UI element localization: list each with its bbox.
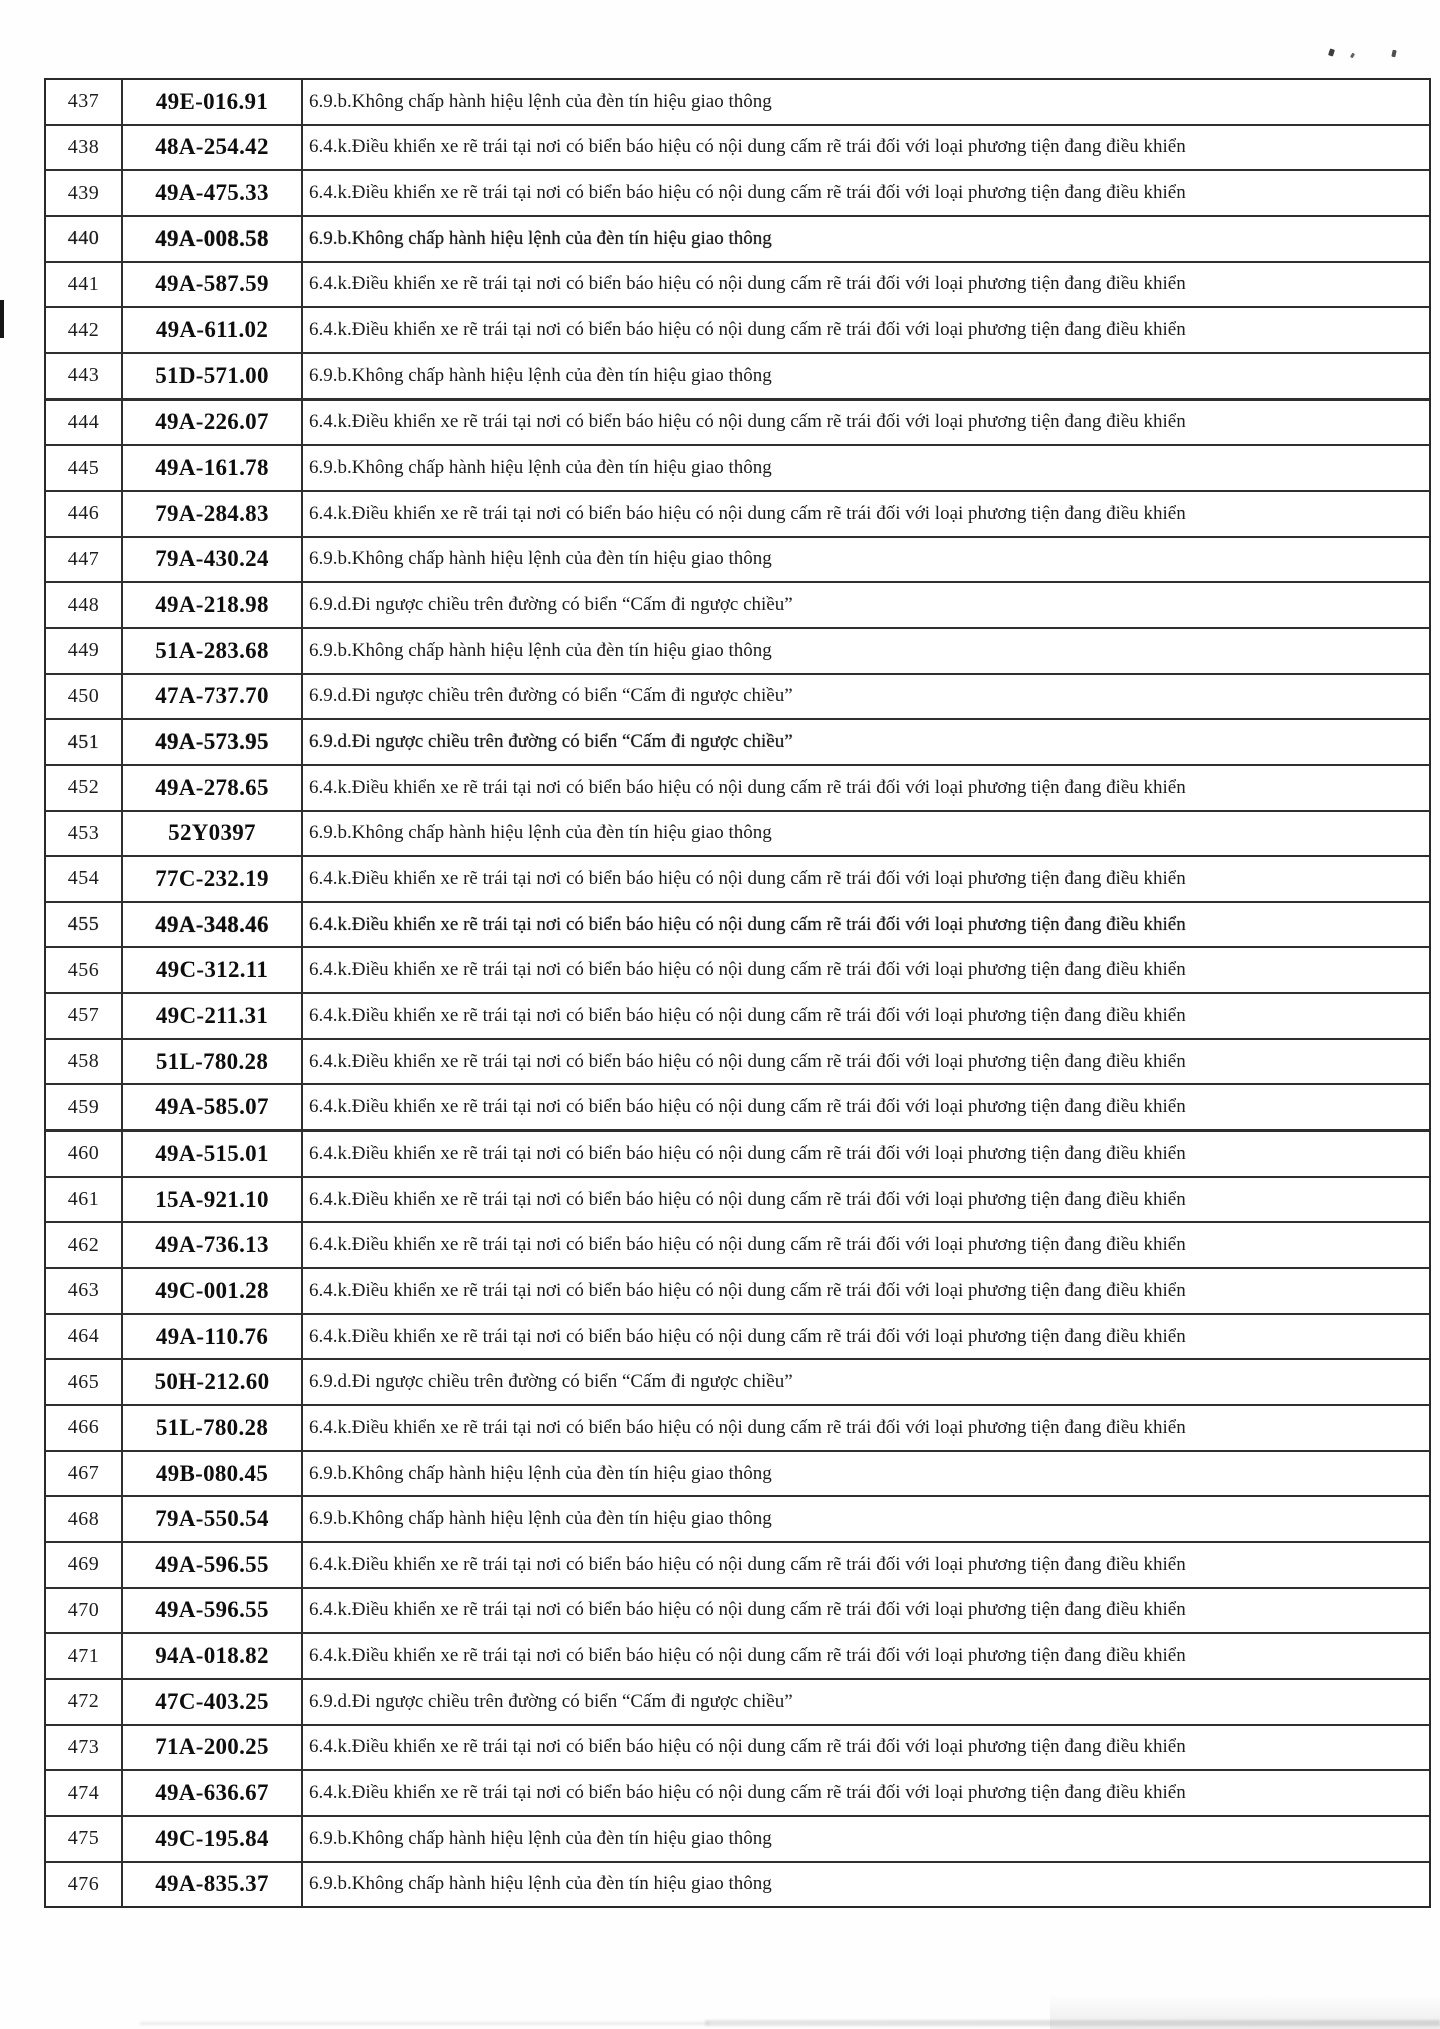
table-row	[46, 812, 1429, 858]
row-index: 460	[46, 1132, 123, 1176]
row-license-plate: 47A-737.70	[123, 675, 303, 719]
table-row	[46, 1178, 1429, 1224]
row-index: 442	[46, 308, 123, 352]
row-license-plate: 49A-835.37	[123, 1863, 303, 1907]
row-violation-text: 6.9.b.Không chấp hành hiệu lệnh của đèn tín hiệu giao thông	[309, 1873, 772, 1895]
row-violation-text: 6.4.k.Điều khiển xe rẽ trái tại nơi có biển báo hiệu có nội dung cấm rẽ trái đối với loại phương tiện đang điều khiển	[309, 1782, 1186, 1804]
row-violation-text: 6.9.b.Không chấp hành hiệu lệnh của đèn tín hiệu giao thông	[309, 457, 772, 479]
row-violation-text: 6.9.d.Đi ngược chiều trên đường có biển “Cấm đi ngược chiều”	[309, 685, 793, 707]
row-violation-text: 6.4.k.Điều khiển xe rẽ trái tại nơi có biển báo hiệu có nội dung cấm rẽ trái đối với loại phương tiện đang điều khiển	[309, 1279, 1186, 1301]
row-violation-text: 6.9.d.Đi ngược chiều trên đường có biển “Cấm đi ngược chiều”	[309, 594, 793, 616]
row-license-plate: 49A-515.01	[123, 1132, 303, 1176]
table-row	[46, 80, 1429, 126]
row-license-plate: 79A-284.83	[123, 492, 303, 536]
row-violation-text: 6.4.k.Điều khiển xe rẽ trái tại nơi có biển báo hiệu có nội dung cấm rẽ trái đối với loại phương tiện đang điều khiển	[309, 502, 1186, 524]
row-violation-text: 6.9.b.Không chấp hành hiệu lệnh của đèn tín hiệu giao thông	[309, 90, 772, 112]
row-violation-text: 6.9.d.Đi ngược chiều trên đường có biển “Cấm đi ngược chiều”	[309, 1371, 793, 1393]
table-row	[46, 675, 1429, 721]
row-index: 450	[46, 675, 123, 719]
row-violation-text: 6.4.k.Điều khiển xe rẽ trái tại nơi có biển báo hiệu có nội dung cấm rẽ trái đối với loại phương tiện đang điều khiển	[309, 1050, 1186, 1072]
row-index: 474	[46, 1771, 123, 1815]
row-license-plate: 79A-430.24	[123, 538, 303, 582]
row-license-plate: 49C-211.31	[123, 994, 303, 1038]
row-index: 457	[46, 994, 123, 1038]
row-violation-text: 6.9.b.Không chấp hành hiệu lệnh của đèn tín hiệu giao thông	[309, 548, 772, 570]
row-license-plate: 52Y0397	[123, 812, 303, 856]
row-index: 455	[46, 903, 123, 947]
table-row	[46, 401, 1429, 447]
row-index: 472	[46, 1680, 123, 1724]
row-license-plate: 50H-212.60	[123, 1360, 303, 1404]
scan-speck-icon	[1350, 53, 1355, 59]
row-license-plate: 49A-110.76	[123, 1315, 303, 1359]
row-license-plate: 49C-312.11	[123, 948, 303, 992]
scan-smudge	[1050, 1995, 1440, 2029]
row-index: 467	[46, 1452, 123, 1496]
table-row	[46, 1497, 1429, 1543]
row-license-plate: 49A-161.78	[123, 446, 303, 490]
table-row	[46, 171, 1429, 217]
table-row	[46, 538, 1429, 584]
row-license-plate: 49A-573.95	[123, 720, 303, 764]
table-row	[46, 766, 1429, 812]
row-index: 468	[46, 1497, 123, 1541]
row-violation-text: 6.4.k.Điều khiển xe rẽ trái tại nơi có biển báo hiệu có nội dung cấm rẽ trái đối với loại phương tiện đang điều khiển	[309, 776, 1186, 798]
row-index: 443	[46, 354, 123, 398]
row-violation-text: 6.4.k.Điều khiển xe rẽ trái tại nơi có biển báo hiệu có nội dung cấm rẽ trái đối với loại phương tiện đang điều khiển	[309, 273, 1186, 295]
table-row	[46, 492, 1429, 538]
table-row	[46, 1406, 1429, 1452]
row-index: 476	[46, 1863, 123, 1907]
row-index: 469	[46, 1543, 123, 1587]
row-index: 453	[46, 812, 123, 856]
row-violation-text: 6.9.b.Không chấp hành hiệu lệnh của đèn tín hiệu giao thông	[309, 639, 772, 661]
scan-speck-icon	[1328, 48, 1335, 56]
row-index: 451	[46, 720, 123, 764]
scan-smudge	[140, 2022, 710, 2025]
table-row	[46, 629, 1429, 675]
row-violation-text: 6.9.b.Không chấp hành hiệu lệnh của đèn tín hiệu giao thông	[309, 1462, 772, 1484]
row-index: 452	[46, 766, 123, 810]
row-license-plate: 49A-587.59	[123, 263, 303, 307]
row-license-plate: 71A-200.25	[123, 1726, 303, 1770]
row-violation-text: 6.4.k.Điều khiển xe rẽ trái tại nơi có biển báo hiệu có nội dung cấm rẽ trái đối với loại phương tiện đang điều khiển	[309, 1188, 1186, 1210]
table-row	[46, 126, 1429, 172]
row-index: 463	[46, 1269, 123, 1313]
row-index: 444	[46, 401, 123, 445]
table-row	[46, 1771, 1429, 1817]
row-license-plate: 15A-921.10	[123, 1178, 303, 1222]
table-row	[46, 1269, 1429, 1315]
row-index: 448	[46, 583, 123, 627]
row-license-plate: 49C-195.84	[123, 1817, 303, 1861]
table-row	[46, 720, 1429, 766]
row-license-plate: 51D-571.00	[123, 354, 303, 398]
row-violation-text: 6.4.k.Điều khiển xe rẽ trái tại nơi có biển báo hiệu có nội dung cấm rẽ trái đối với loại phương tiện đang điều khiển	[309, 867, 1186, 889]
table-row	[46, 1634, 1429, 1680]
table-row	[46, 308, 1429, 354]
row-index: 454	[46, 857, 123, 901]
row-index: 437	[46, 80, 123, 124]
row-index: 441	[46, 263, 123, 307]
row-violation-text: 6.4.k.Điều khiển xe rẽ trái tại nơi có biển báo hiệu có nội dung cấm rẽ trái đối với loại phương tiện đang điều khiển	[309, 1736, 1186, 1758]
row-license-plate: 49B-080.45	[123, 1452, 303, 1496]
row-index: 473	[46, 1726, 123, 1770]
row-license-plate: 77C-232.19	[123, 857, 303, 901]
row-violation-text: 6.4.k.Điều khiển xe rẽ trái tại nơi có biển báo hiệu có nội dung cấm rẽ trái đối với loại phương tiện đang điều khiển	[309, 136, 1186, 158]
row-license-plate: 49A-348.46	[123, 903, 303, 947]
row-violation-text: 6.4.k.Điều khiển xe rẽ trái tại nơi có biển báo hiệu có nội dung cấm rẽ trái đối với loại phương tiện đang điều khiển	[309, 1553, 1186, 1575]
table-row	[46, 1085, 1429, 1132]
table-row	[46, 1543, 1429, 1589]
page-edge-mark	[0, 300, 4, 338]
row-violation-text: 6.4.k.Điều khiển xe rẽ trái tại nơi có biển báo hiệu có nội dung cấm rẽ trái đối với loại phương tiện đang điều khiển	[309, 319, 1186, 341]
row-license-plate: 51L-780.28	[123, 1040, 303, 1084]
row-license-plate: 49A-218.98	[123, 583, 303, 627]
row-index: 466	[46, 1406, 123, 1450]
row-license-plate: 49A-596.55	[123, 1543, 303, 1587]
row-index: 459	[46, 1085, 123, 1129]
table-row	[46, 948, 1429, 994]
row-license-plate: 51L-780.28	[123, 1406, 303, 1450]
row-index: 438	[46, 126, 123, 170]
table-row	[46, 1589, 1429, 1635]
row-index: 461	[46, 1178, 123, 1222]
row-license-plate: 49E-016.91	[123, 80, 303, 124]
row-license-plate: 49A-636.67	[123, 1771, 303, 1815]
table-row	[46, 1315, 1429, 1361]
row-violation-text: 6.9.b.Không chấp hành hiệu lệnh của đèn tín hiệu giao thông	[309, 364, 772, 386]
row-index: 446	[46, 492, 123, 536]
row-violation-text: 6.9.d.Đi ngược chiều trên đường có biển “Cấm đi ngược chiều”	[309, 731, 793, 753]
table-row	[46, 1132, 1429, 1178]
row-violation-text: 6.4.k.Điều khiển xe rẽ trái tại nơi có biển báo hiệu có nội dung cấm rẽ trái đối với loại phương tiện đang điều khiển	[309, 1416, 1186, 1438]
row-violation-text: 6.4.k.Điều khiển xe rẽ trái tại nơi có biển báo hiệu có nội dung cấm rẽ trái đối với loại phương tiện đang điều khiển	[309, 913, 1186, 935]
row-license-plate: 49A-611.02	[123, 308, 303, 352]
row-license-plate: 49A-596.55	[123, 1589, 303, 1633]
row-license-plate: 48A-254.42	[123, 126, 303, 170]
table-row	[46, 1863, 1429, 1907]
table-row	[46, 1223, 1429, 1269]
table-row	[46, 446, 1429, 492]
table-row	[46, 1360, 1429, 1406]
row-index: 447	[46, 538, 123, 582]
row-license-plate: 49A-475.33	[123, 171, 303, 215]
table-row	[46, 1817, 1429, 1863]
row-violation-text: 6.9.b.Không chấp hành hiệu lệnh của đèn tín hiệu giao thông	[309, 227, 772, 249]
row-index: 471	[46, 1634, 123, 1678]
scan-speck-icon	[1391, 50, 1396, 58]
table-row	[46, 903, 1429, 949]
row-violation-text: 6.4.k.Điều khiển xe rẽ trái tại nơi có biển báo hiệu có nội dung cấm rẽ trái đối với loại phương tiện đang điều khiển	[309, 1645, 1186, 1667]
row-license-plate: 49A-585.07	[123, 1085, 303, 1129]
row-license-plate: 94A-018.82	[123, 1634, 303, 1678]
row-violation-text: 6.9.b.Không chấp hành hiệu lệnh của đèn tín hiệu giao thông	[309, 1508, 772, 1530]
row-violation-text: 6.4.k.Điều khiển xe rẽ trái tại nơi có biển báo hiệu có nội dung cấm rẽ trái đối với loại phương tiện đang điều khiển	[309, 1142, 1186, 1164]
table-row	[46, 1726, 1429, 1772]
table-row	[46, 583, 1429, 629]
table-row	[46, 217, 1429, 263]
table-row	[46, 857, 1429, 903]
row-index: 445	[46, 446, 123, 490]
table-row	[46, 354, 1429, 401]
row-violation-text: 6.4.k.Điều khiển xe rẽ trái tại nơi có biển báo hiệu có nội dung cấm rẽ trái đối với loại phương tiện đang điều khiển	[309, 959, 1186, 981]
row-index: 462	[46, 1223, 123, 1267]
table-row	[46, 994, 1429, 1040]
row-violation-text: 6.4.k.Điều khiển xe rẽ trái tại nơi có biển báo hiệu có nội dung cấm rẽ trái đối với loại phương tiện đang điều khiển	[309, 182, 1186, 204]
row-license-plate: 49A-226.07	[123, 401, 303, 445]
row-license-plate: 47C-403.25	[123, 1680, 303, 1724]
table-row	[46, 1452, 1429, 1498]
row-index: 470	[46, 1589, 123, 1633]
row-license-plate: 49C-001.28	[123, 1269, 303, 1313]
row-violation-text: 6.4.k.Điều khiển xe rẽ trái tại nơi có biển báo hiệu có nội dung cấm rẽ trái đối với loại phương tiện đang điều khiển	[309, 1234, 1186, 1256]
row-index: 440	[46, 217, 123, 261]
row-index: 439	[46, 171, 123, 215]
row-violation-text: 6.4.k.Điều khiển xe rẽ trái tại nơi có biển báo hiệu có nội dung cấm rẽ trái đối với loại phương tiện đang điều khiển	[309, 1004, 1186, 1026]
row-license-plate: 49A-008.58	[123, 217, 303, 261]
table-row	[46, 263, 1429, 309]
row-index: 449	[46, 629, 123, 673]
row-violation-text: 6.9.d.Đi ngược chiều trên đường có biển “Cấm đi ngược chiều”	[309, 1690, 793, 1712]
table-row	[46, 1680, 1429, 1726]
row-violation-text: 6.4.k.Điều khiển xe rẽ trái tại nơi có biển báo hiệu có nội dung cấm rẽ trái đối với loại phương tiện đang điều khiển	[309, 411, 1186, 433]
row-license-plate: 49A-736.13	[123, 1223, 303, 1267]
row-violation-text: 6.4.k.Điều khiển xe rẽ trái tại nơi có biển báo hiệu có nội dung cấm rẽ trái đối với loại phương tiện đang điều khiển	[309, 1599, 1186, 1621]
row-license-plate: 49A-278.65	[123, 766, 303, 810]
violations-table	[44, 78, 1431, 1908]
row-violation-text: 6.9.b.Không chấp hành hiệu lệnh của đèn tín hiệu giao thông	[309, 822, 772, 844]
row-index: 464	[46, 1315, 123, 1359]
row-violation-text: 6.4.k.Điều khiển xe rẽ trái tại nơi có biển báo hiệu có nội dung cấm rẽ trái đối với loại phương tiện đang điều khiển	[309, 1325, 1186, 1347]
table-row	[46, 1040, 1429, 1086]
row-license-plate: 51A-283.68	[123, 629, 303, 673]
row-index: 465	[46, 1360, 123, 1404]
row-violation-text: 6.4.k.Điều khiển xe rẽ trái tại nơi có biển báo hiệu có nội dung cấm rẽ trái đối với loại phương tiện đang điều khiển	[309, 1096, 1186, 1118]
row-index: 456	[46, 948, 123, 992]
row-violation-text: 6.9.b.Không chấp hành hiệu lệnh của đèn tín hiệu giao thông	[309, 1827, 772, 1849]
row-index: 475	[46, 1817, 123, 1861]
row-license-plate: 79A-550.54	[123, 1497, 303, 1541]
row-index: 458	[46, 1040, 123, 1084]
